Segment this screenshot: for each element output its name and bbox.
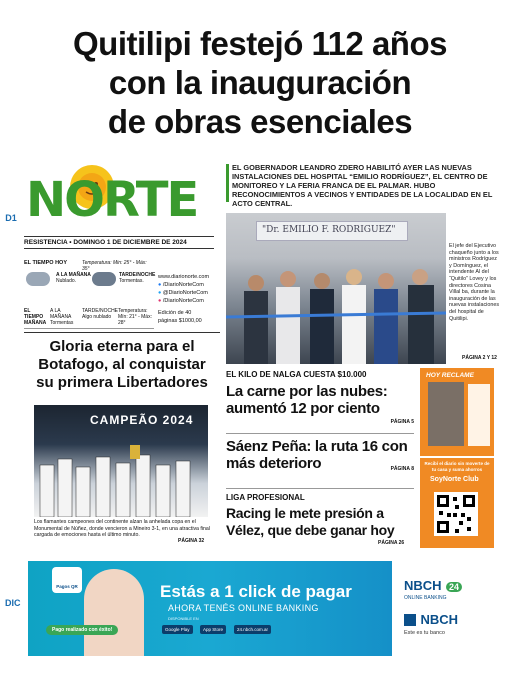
headline-line-2: con la inauguración xyxy=(108,64,412,101)
qr-code-icon[interactable] xyxy=(434,492,478,536)
story-page-ref: PÁGINA 8 xyxy=(390,466,414,472)
banner-subtitle: AHORA TENÉS ONLINE BANKING xyxy=(168,603,319,613)
weather-box xyxy=(24,258,154,329)
story-kicker: LIGA PROFESIONAL xyxy=(226,493,305,502)
divider xyxy=(24,332,220,333)
lead-intro: EL GOBERNADOR LEANDRO ZDERO HABILITÓ AYER LAS NUEVAS INSTALACIONES DEL HOSPITAL “EMILIO RODRÍGUEZ”, EL CENTRO DE MONITOREO Y LA FERIA FRANCA DE EL PALMAR. HUBO RECONOCIMIENTOS A VECINOS Y ENTIDADES DE LA LOCALIDAD EN EL ACTO CENTRAL. xyxy=(232,163,493,208)
twitter-icon: ● xyxy=(158,290,162,296)
facebook-link[interactable]: /DiarioNorteCom xyxy=(162,282,204,288)
nbch-tagline: Este es tu banco xyxy=(404,630,445,636)
reclame-title: HOY RECLAME xyxy=(426,372,474,379)
weather-morning-desc: Nublado. xyxy=(56,278,77,284)
story-ruta xyxy=(226,438,414,472)
web-link-button[interactable]: 24.nbch.com.ar xyxy=(234,625,271,634)
instagram-link[interactable]: /DiarioNorteCom xyxy=(162,298,204,304)
instagram-icon: ● xyxy=(158,298,162,304)
sports-photo xyxy=(34,405,208,517)
champion-banner-text: CAMPEÃO 2024 xyxy=(90,413,194,427)
headline-line-1: Quitilipi festejó 112 años xyxy=(73,25,447,62)
edition-code-bottom: DIC xyxy=(5,598,21,608)
storm-cloud-icon xyxy=(92,272,116,286)
qr-pay-label: Pagos QR xyxy=(56,584,78,589)
banner-title: Estás a 1 click de pagar xyxy=(160,582,352,601)
intro-accent xyxy=(226,164,229,202)
logo-text: NORTE xyxy=(26,172,198,228)
weather-temps: Temperatura: Min: 25° - Máx: 35° xyxy=(82,260,147,272)
nbch24-brand: NBCH xyxy=(404,578,442,593)
social-links xyxy=(158,273,218,325)
website-link[interactable]: www.diarionorte.com xyxy=(158,274,210,280)
twitter-link[interactable]: @DiarioNorteCom xyxy=(162,290,208,296)
sports-headline: Gloria eterna para el Botafogo, al conquistar su primera Libertadores xyxy=(36,338,208,391)
logo xyxy=(26,172,216,228)
cloud-icon xyxy=(26,272,50,286)
success-pill: Pago realizado con éxito! xyxy=(46,625,118,635)
edition-code: D1 xyxy=(5,213,17,223)
main-headline xyxy=(20,24,500,141)
nbch-brand: NBCH xyxy=(420,612,459,627)
nbch-mark-icon xyxy=(404,614,416,626)
divider xyxy=(226,433,414,434)
weather-tomorrow-evening: TARDE/NOCHE Algo nublado xyxy=(82,308,119,320)
weather-title: EL TIEMPO HOY xyxy=(24,260,67,266)
weather-morning-label: A LA MAÑANA xyxy=(56,272,91,278)
story-headline: La carne por las nubes: aumentó 12 por ciento xyxy=(226,383,388,417)
story-racing xyxy=(226,493,414,546)
promo-text: Recibí el diario sin moverte de tu casa y suma ahorros xyxy=(424,461,490,472)
sports-caption: Los flamantes campeones del continente alzan la anhelada copa en el Monumental de Núñez, donde vencieron a Mineiro 3-1, en una atractiva final cargada de emociones hasta el último minuto. xyxy=(34,519,210,539)
story-carne xyxy=(226,370,414,425)
woman-photo xyxy=(84,569,144,656)
nbch24-sub: ONLINE BANKING xyxy=(404,595,447,601)
edition-info: Edición de 40 páginas $1000,00 xyxy=(158,310,202,324)
hospital-sign: "Dr. EMILIO F. RODRIGUEZ" xyxy=(262,225,396,235)
promo-brand: SoyNorte Club xyxy=(430,476,479,483)
story-kicker: EL KILO DE NALGA CUESTA $10.000 xyxy=(226,370,367,379)
divider xyxy=(226,488,414,489)
story-headline: Sáenz Peña: la ruta 16 con más deterioro xyxy=(226,438,408,472)
story-page-ref: PÁGINA 5 xyxy=(390,419,414,425)
qr-pay-badge xyxy=(52,567,82,593)
headline-line-3: de obras esenciales xyxy=(107,103,413,140)
weather-tomorrow-temps: Temperatura: Mín: 21° - Máx: 28° xyxy=(118,308,152,326)
nbch24-badge: 24 xyxy=(446,582,462,592)
nbch24-logo xyxy=(404,577,462,601)
reclame-text-block xyxy=(468,384,490,446)
nbch-logo xyxy=(404,611,458,636)
sports-page-ref: PÁGINA 32 xyxy=(178,538,205,544)
weather-evening-label: TARDE/NOCHE xyxy=(119,272,156,278)
weather-tomorrow-morning: A LA MAÑANA Tormentas xyxy=(50,308,74,326)
reclame-image xyxy=(428,382,464,446)
available-label: DISPONIBLE EN xyxy=(168,616,199,621)
app-store-button[interactable]: App Store xyxy=(200,625,226,634)
google-play-button[interactable]: Google Play xyxy=(162,625,193,634)
story-headline: Racing le mete presión a Vélez, que debe ganar hoy xyxy=(226,505,395,538)
lead-photo xyxy=(226,213,446,364)
dateline: RESISTENCIA • DOMINGO 1 DE DICIEMBRE DE 2024 xyxy=(24,236,214,249)
lead-page-ref: PÁGINA 2 Y 12 xyxy=(462,355,497,361)
story-page-ref: PÁGINA 26 xyxy=(378,540,405,546)
lead-caption: El jefe del Ejecutivo chaqueño junto a los ministros Rodríguez y Domínguez, el intendente Al del “Quitilo” Lovey y los directores Cosina Villal ba, durante la inauguración de las nuevas instalaciones del hospital de Quitilipi. xyxy=(449,243,500,322)
facebook-icon: ● xyxy=(158,282,162,288)
weather-tomorrow-title: EL TIEMPO MAÑANA xyxy=(24,308,47,326)
weather-evening-desc: Tormentas. xyxy=(119,278,144,284)
